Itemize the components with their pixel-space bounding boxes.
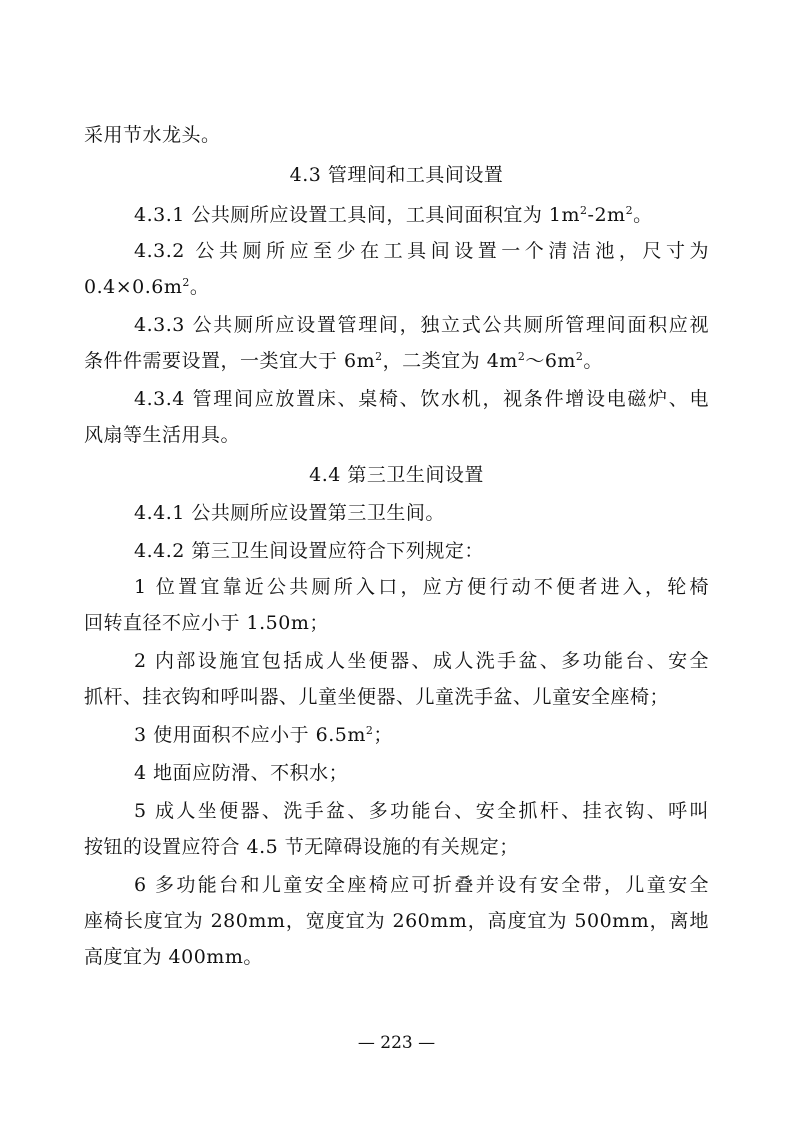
section-heading-4-3: 4.3 管理间和工具间设置 bbox=[289, 164, 504, 186]
paragraph-line: 采用节水龙头。 bbox=[84, 124, 221, 146]
paragraph-line: 回转直径不应小于 1.50m； bbox=[84, 612, 329, 634]
list-item-6: 6 多功能台和儿童安全座椅应可折叠并设有安全带，儿童安全 bbox=[134, 874, 709, 896]
clause-4-3-4: 4.3.4 管理间应放置床、桌椅、饮水机，视条件增设电磁炉、电 bbox=[134, 388, 709, 410]
section-heading-4-4: 4.4 第三卫生间设置 bbox=[309, 464, 484, 486]
clause-4-3-2: 4.3.2 公共厕所应至少在工具间设置一个清洁池，尺寸为 bbox=[134, 240, 709, 262]
paragraph-line: 条件件需要设置，一类宜大于 $6m^2$，二类宜为 $4m^2\sim 6m^2$。 bbox=[84, 350, 603, 372]
paragraph-line: $0.4\times 0.6m^2$。 bbox=[84, 276, 210, 298]
paragraph-line: 风扇等生活用具。 bbox=[84, 424, 241, 446]
paragraph-line: 抓杆、挂衣钩和呼叫器、儿童坐便器、儿童洗手盆、儿童安全座椅； bbox=[84, 686, 670, 708]
list-item-2: 2 内部设施宜包括成人坐便器、成人洗手盆、多功能台、安全 bbox=[134, 650, 709, 672]
paragraph-line: 高度宜为 400mm。 bbox=[84, 946, 263, 968]
clause-4-3-3: 4.3.3 公共厕所应设置管理间，独立式公共厕所管理间面积应视 bbox=[134, 314, 709, 336]
clause-4-4-1: 4.4.1 公共厕所应设置第三卫生间。 bbox=[134, 502, 445, 524]
page-number: — 223 — bbox=[357, 1033, 436, 1053]
list-item-3: 3 使用面积不应小于 $6.5m^2$； bbox=[134, 724, 393, 746]
paragraph-line: 按钮的设置应符合 4.5 节无障碍设施的有关规定； bbox=[84, 836, 519, 858]
list-item-1: 1 位置宜靠近公共厕所入口，应方便行动不便者进入，轮椅 bbox=[134, 576, 709, 598]
paragraph-line: 座椅长度宜为 280mm，宽度宜为 260mm，高度宜为 500mm，离地 bbox=[84, 910, 709, 932]
clause-4-4-2: 4.4.2 第三卫生间设置应符合下列规定： bbox=[134, 540, 484, 562]
list-item-5: 5 成人坐便器、洗手盆、多功能台、安全抓杆、挂衣钩、呼叫 bbox=[134, 800, 709, 822]
list-item-4: 4 地面应防滑、不积水； bbox=[134, 762, 349, 784]
clause-4-3-1: 4.3.1 公共厕所应设置工具间，工具间面积宜为 $1m^2-2m^2$。 bbox=[134, 204, 653, 226]
